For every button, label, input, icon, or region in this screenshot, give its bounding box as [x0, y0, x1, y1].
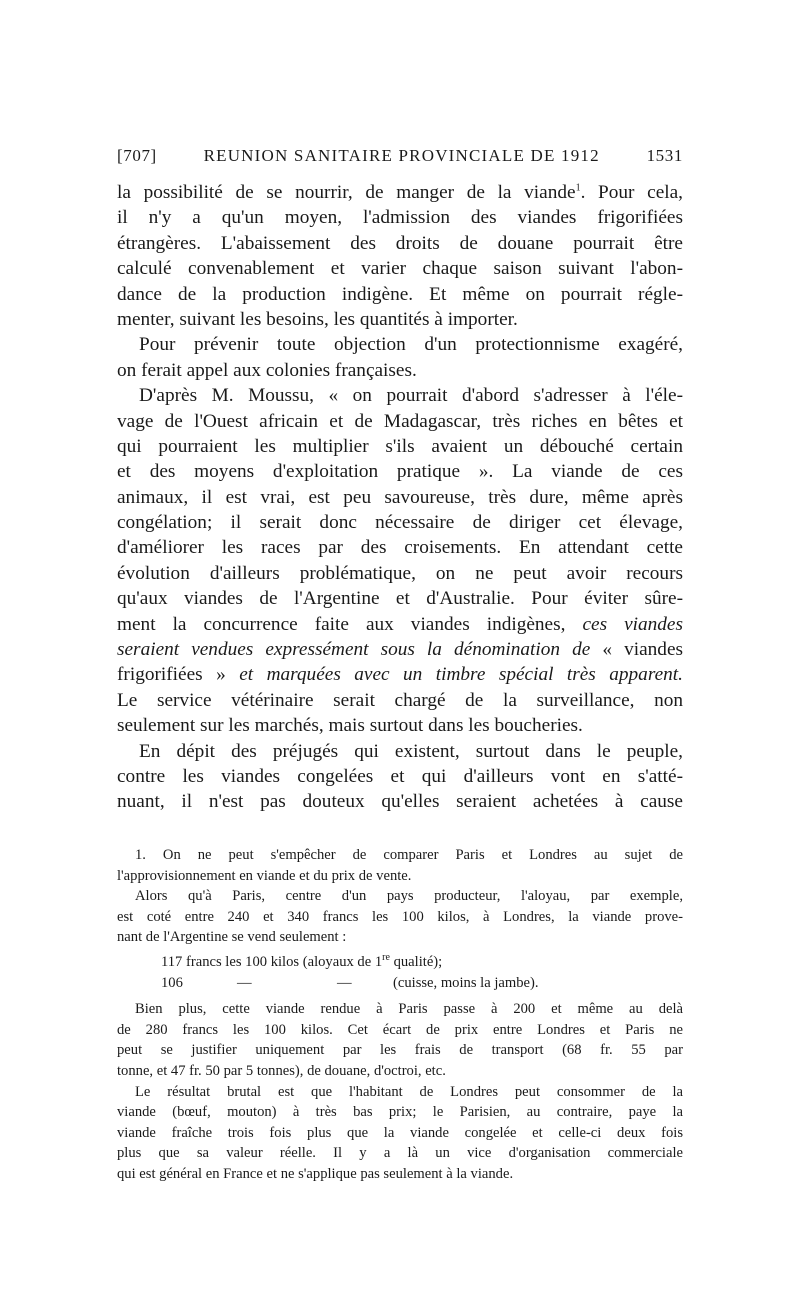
text-line: qu'aux viandes de l'Argentine et d'Australie. Pour éviter sûre- [117, 588, 683, 610]
footnote-line: viande (bœuf, mouton) à très bas prix; le Parisien, au contraire, paye la [117, 1104, 683, 1121]
footnote-line: viande fraîche trois fois plus que la viande congelée et celle-ci deux fois [117, 1124, 683, 1141]
text-line: nuant, il n'est pas douteux qu'elles seraient achetées à cause [117, 791, 683, 813]
text-line: Le service vétérinaire serait chargé de la surveillance, non [117, 689, 683, 711]
footnote-line: l'approvisionnement en viande et du prix de vente. [117, 867, 412, 884]
footnote-line: plus que sa valeur réelle. Il y a là un vice d'organisation commerciale [117, 1145, 683, 1162]
italic-text: seraient vendues expressément sous la dénomination de [117, 639, 591, 661]
text-line: congélation; il serait donc nécessaire de diriger cet élevage, [117, 512, 683, 534]
text-line: menter, suivant les besoins, les quantités à importer. [117, 308, 518, 330]
text-line: frigorifiées » et marquées avec un timbre spécial très apparent. [117, 664, 683, 686]
footnote-line: est coté entre 240 et 340 francs les 100 kilos, à Londres, la viande prove- [117, 908, 683, 925]
price-row: 106 — — (cuisse, moins la jambe). [161, 974, 539, 991]
text-line: évolution d'ailleurs problématique, on ne peut avoir recours [117, 562, 683, 584]
text-line: on ferait appel aux colonies françaises. [117, 359, 417, 381]
text-line: étrangères. L'abaissement des droits de douane pourrait être [117, 232, 683, 254]
text-line: vage de l'Ouest africain et de Madagascar, très riches en bêtes et [117, 410, 683, 432]
footnote-line: peut se justifier uniquement par les frais de transport (68 fr. 55 par [117, 1042, 683, 1059]
italic-text: ces viandes [582, 613, 683, 635]
page-number: 1531 [646, 146, 683, 165]
text-line: D'après M. Moussu, « on pourrait d'abord s'adresser à l'éle- [139, 385, 683, 407]
footnote-line: nant de l'Argentine se vend seulement : [117, 929, 347, 946]
text-line: et des moyens d'exploitation pratique ». La viande de ces [117, 461, 683, 483]
text-line: seraient vendues expressément sous la dénomination de « viandes [117, 639, 683, 661]
text-line: qui pourraient les multiplier s'ils avaient un débouché certain [117, 435, 683, 457]
footnote-line: tonne, et 47 fr. 50 par 5 tonnes), de douane, d'octroi, etc. [117, 1062, 446, 1079]
header-bracket-number: [707] [117, 146, 157, 165]
text-line: animaux, il est vrai, est peu savoureuse, très dure, même après [117, 486, 683, 508]
footnote-line: qui est général en France et ne s'applique pas seulement à la viande. [117, 1165, 514, 1182]
text-line: En dépit des préjugés qui existent, surtout dans le peuple, [139, 740, 683, 762]
text-line: la possibilité de se nourrir, de manger de la viande$^1$. Pour cela, [117, 182, 683, 203]
text-line: contre les viandes congelées et qui d'ailleurs vont en s'atté- [117, 765, 683, 787]
text-line: dance de la production indigène. Et même on pourrait régle- [117, 283, 683, 305]
italic-text: et marquées avec un timbre spécial très apparent. [239, 664, 683, 686]
footnote-line: de 280 francs les 100 kilos. Cet écart de prix entre Londres et Paris ne [117, 1021, 683, 1038]
price-row: 117 francs les 100 kilos (aloyaux de 1re qualité); [161, 952, 443, 970]
footnotes [117, 845, 683, 1185]
footnote-line: 1. On ne peut s'empêcher de comparer Paris et Londres au sujet de [135, 847, 683, 863]
text-line: Pour prévenir toute objection d'un protectionnisme exagéré, [139, 334, 683, 356]
text-line: ment la concurrence faite aux viandes indigènes, ces viandes [117, 613, 683, 635]
footnote-line: Le résultat brutal est que l'habitant de Londres peut consommer de la [135, 1083, 683, 1100]
running-header [117, 146, 683, 166]
main-text [117, 180, 683, 815]
footnote-mark: 1 [575, 182, 581, 194]
text-line: d'améliorer les races par des croisements. En attendant cette [117, 537, 683, 559]
price-list [117, 952, 683, 993]
footnote-line: Alors qu'à Paris, centre d'un pays producteur, l'aloyau, par exemple, [135, 888, 683, 905]
header-title: REUNION SANITAIRE PROVINCIALE DE 1912 [203, 146, 600, 165]
footnote-line: Bien plus, cette viande rendue à Paris passe à 200 et même au delà [135, 1001, 683, 1018]
text-line: seulement sur les marchés, mais surtout dans les boucheries. [117, 715, 583, 737]
text-line: il n'y a qu'un moyen, l'admission des viandes frigorifiées [117, 207, 683, 229]
text-line: calculé convenablement et varier chaque saison suivant l'abon- [117, 258, 683, 280]
